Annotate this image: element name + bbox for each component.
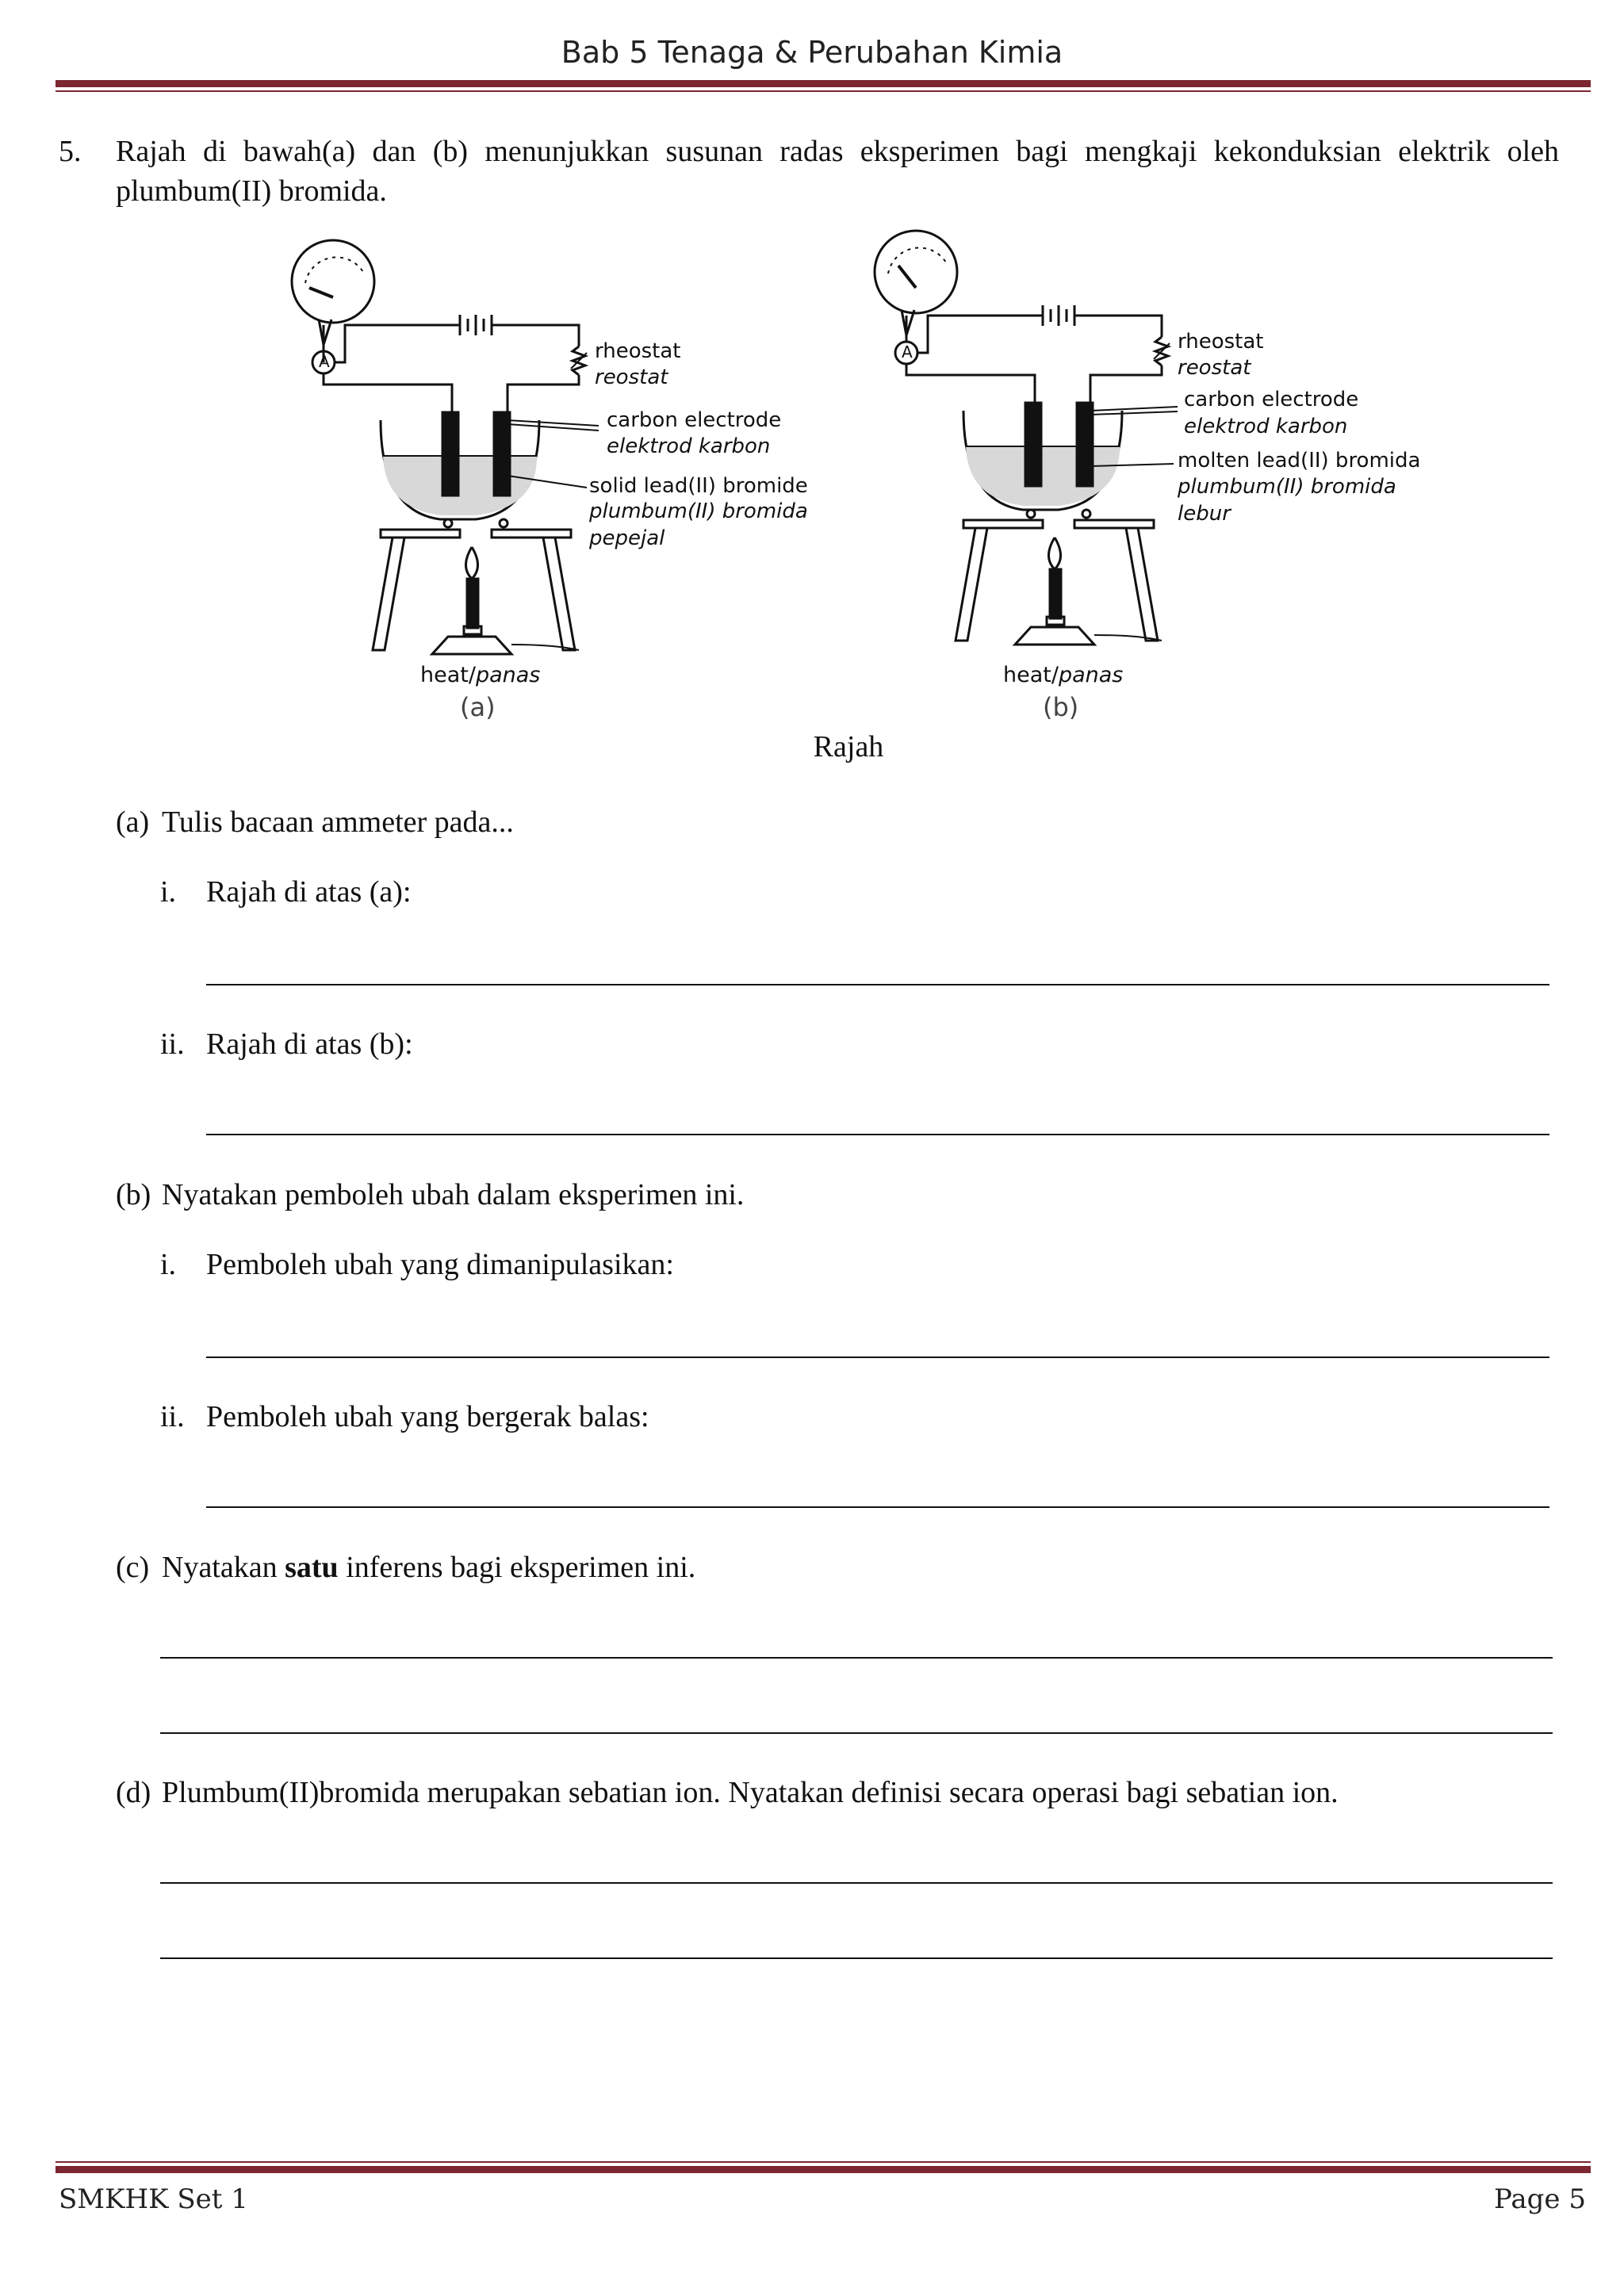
- part-b-ii-text: Pemboleh ubah yang bergerak balas:: [206, 1400, 649, 1433]
- rheostat-ms-label-a: reostat: [595, 365, 668, 389]
- heat-label-b: heat/: [1003, 663, 1059, 687]
- answer-line-b-ii[interactable]: [206, 1506, 1549, 1508]
- answer-line-b-i[interactable]: [206, 1357, 1549, 1358]
- footer-rule-thin: [56, 2161, 1591, 2163]
- rheostat-ms-label-b: reostat: [1178, 356, 1251, 380]
- answer-line-d-1[interactable]: [160, 1882, 1553, 1884]
- diagram-b-label: (b): [1043, 692, 1079, 722]
- answer-line-a-i[interactable]: [206, 984, 1549, 985]
- question-intro: Rajah di bawah(a) dan (b) menunjukkan susunan radas eksperimen bagi mengkaji kekonduksian elektrik oleh plumbum(II) bromida.: [116, 135, 1559, 208]
- answer-line-a-ii[interactable]: [206, 1134, 1549, 1135]
- part-c-label: (c): [116, 1551, 150, 1584]
- answer-line-c-1[interactable]: [160, 1657, 1553, 1659]
- answer-line-c-2[interactable]: [160, 1732, 1553, 1734]
- page-header-title: Bab 5 Tenaga & Perubahan Kimia: [561, 35, 1063, 70]
- header-rule-thick: [56, 80, 1591, 87]
- ammeter-symbol-b: A: [902, 342, 913, 362]
- bunsen-burner: [1015, 627, 1094, 645]
- molten-lead-bromide: [966, 446, 1120, 506]
- flame-icon: [1049, 538, 1061, 569]
- svg-text:heat/panas: [420, 663, 540, 687]
- carbon-electrode-left: [442, 412, 458, 496]
- footer-left: SMKHK Set 1: [59, 2183, 248, 2215]
- bunsen-burner: [432, 637, 511, 654]
- electrode-label-a: carbon electrode: [607, 408, 782, 432]
- part-b-label: (b): [116, 1178, 151, 1211]
- footer-rule-thick: [56, 2166, 1591, 2173]
- substance-ms-label-a-2: pepejal: [589, 526, 665, 550]
- substance-ms-label-a-1: plumbum(II) bromida: [589, 499, 808, 523]
- rheostat-label-b: rheostat: [1178, 330, 1264, 354]
- svg-text:heat/panas: [1003, 663, 1123, 687]
- part-a-label: (a): [116, 806, 150, 839]
- carbon-electrode-left: [1025, 403, 1041, 486]
- part-a-i-num: i.: [160, 875, 177, 909]
- part-d-label: (d): [116, 1776, 151, 1809]
- flame-icon: [466, 547, 478, 579]
- heat-ms-label-b: panas: [1058, 663, 1124, 687]
- part-a-text: Tulis bacaan ammeter pada...: [162, 806, 514, 839]
- electrode-label-b: carbon electrode: [1184, 388, 1359, 411]
- electrode-ms-label-b: elektrod karbon: [1184, 415, 1348, 438]
- rheostat-label-a: rheostat: [595, 339, 681, 363]
- ammeter-symbol-a: A: [319, 352, 330, 371]
- substance-label-b: molten lead(II) bromida: [1178, 449, 1421, 473]
- diagram-a-label: (a): [460, 692, 496, 722]
- part-a-ii-num: ii.: [160, 1027, 185, 1061]
- part-b-i-text: Pemboleh ubah yang dimanipulasikan:: [206, 1248, 674, 1281]
- question-number: 5.: [59, 135, 82, 168]
- part-b-ii-num: ii.: [160, 1400, 185, 1433]
- electrode-ms-label-a: elektrod karbon: [607, 434, 771, 458]
- substance-ms-label-b-1: plumbum(II) bromida: [1178, 475, 1396, 499]
- heat-ms-label-a: panas: [475, 663, 541, 687]
- part-c-text: Nyatakan satu inferens bagi eksperimen ini.: [162, 1551, 696, 1584]
- footer-page-number: Page 5: [1494, 2183, 1586, 2215]
- figure-caption: Rajah: [813, 730, 884, 763]
- experiment-figure: [270, 226, 1475, 733]
- carbon-electrode-right: [1077, 403, 1093, 486]
- part-b-i-num: i.: [160, 1248, 177, 1281]
- part-b-text: Nyatakan pemboleh ubah dalam eksperimen ini.: [162, 1178, 745, 1211]
- diagram-b: [875, 231, 1178, 645]
- answer-line-d-2[interactable]: [160, 1957, 1553, 1959]
- header-rule-thin: [56, 90, 1591, 92]
- substance-label-a: solid lead(II) bromide: [589, 474, 808, 498]
- solid-lead-bromide: [383, 456, 537, 515]
- heat-label-a: heat/: [420, 663, 476, 687]
- ammeter-dial-icon: [875, 231, 957, 313]
- part-d-text: Plumbum(II)bromida merupakan sebatian ion. Nyatakan definisi secara operasi bagi sebatian ion.: [162, 1776, 1339, 1809]
- diagram-a: [292, 240, 599, 654]
- part-a-i-text: Rajah di atas (a):: [206, 875, 412, 909]
- substance-ms-label-b-2: lebur: [1178, 502, 1231, 526]
- part-a-ii-text: Rajah di atas (b):: [206, 1027, 413, 1061]
- part-c-emphasis: satu: [285, 1551, 339, 1584]
- ammeter-dial-icon: [292, 240, 374, 323]
